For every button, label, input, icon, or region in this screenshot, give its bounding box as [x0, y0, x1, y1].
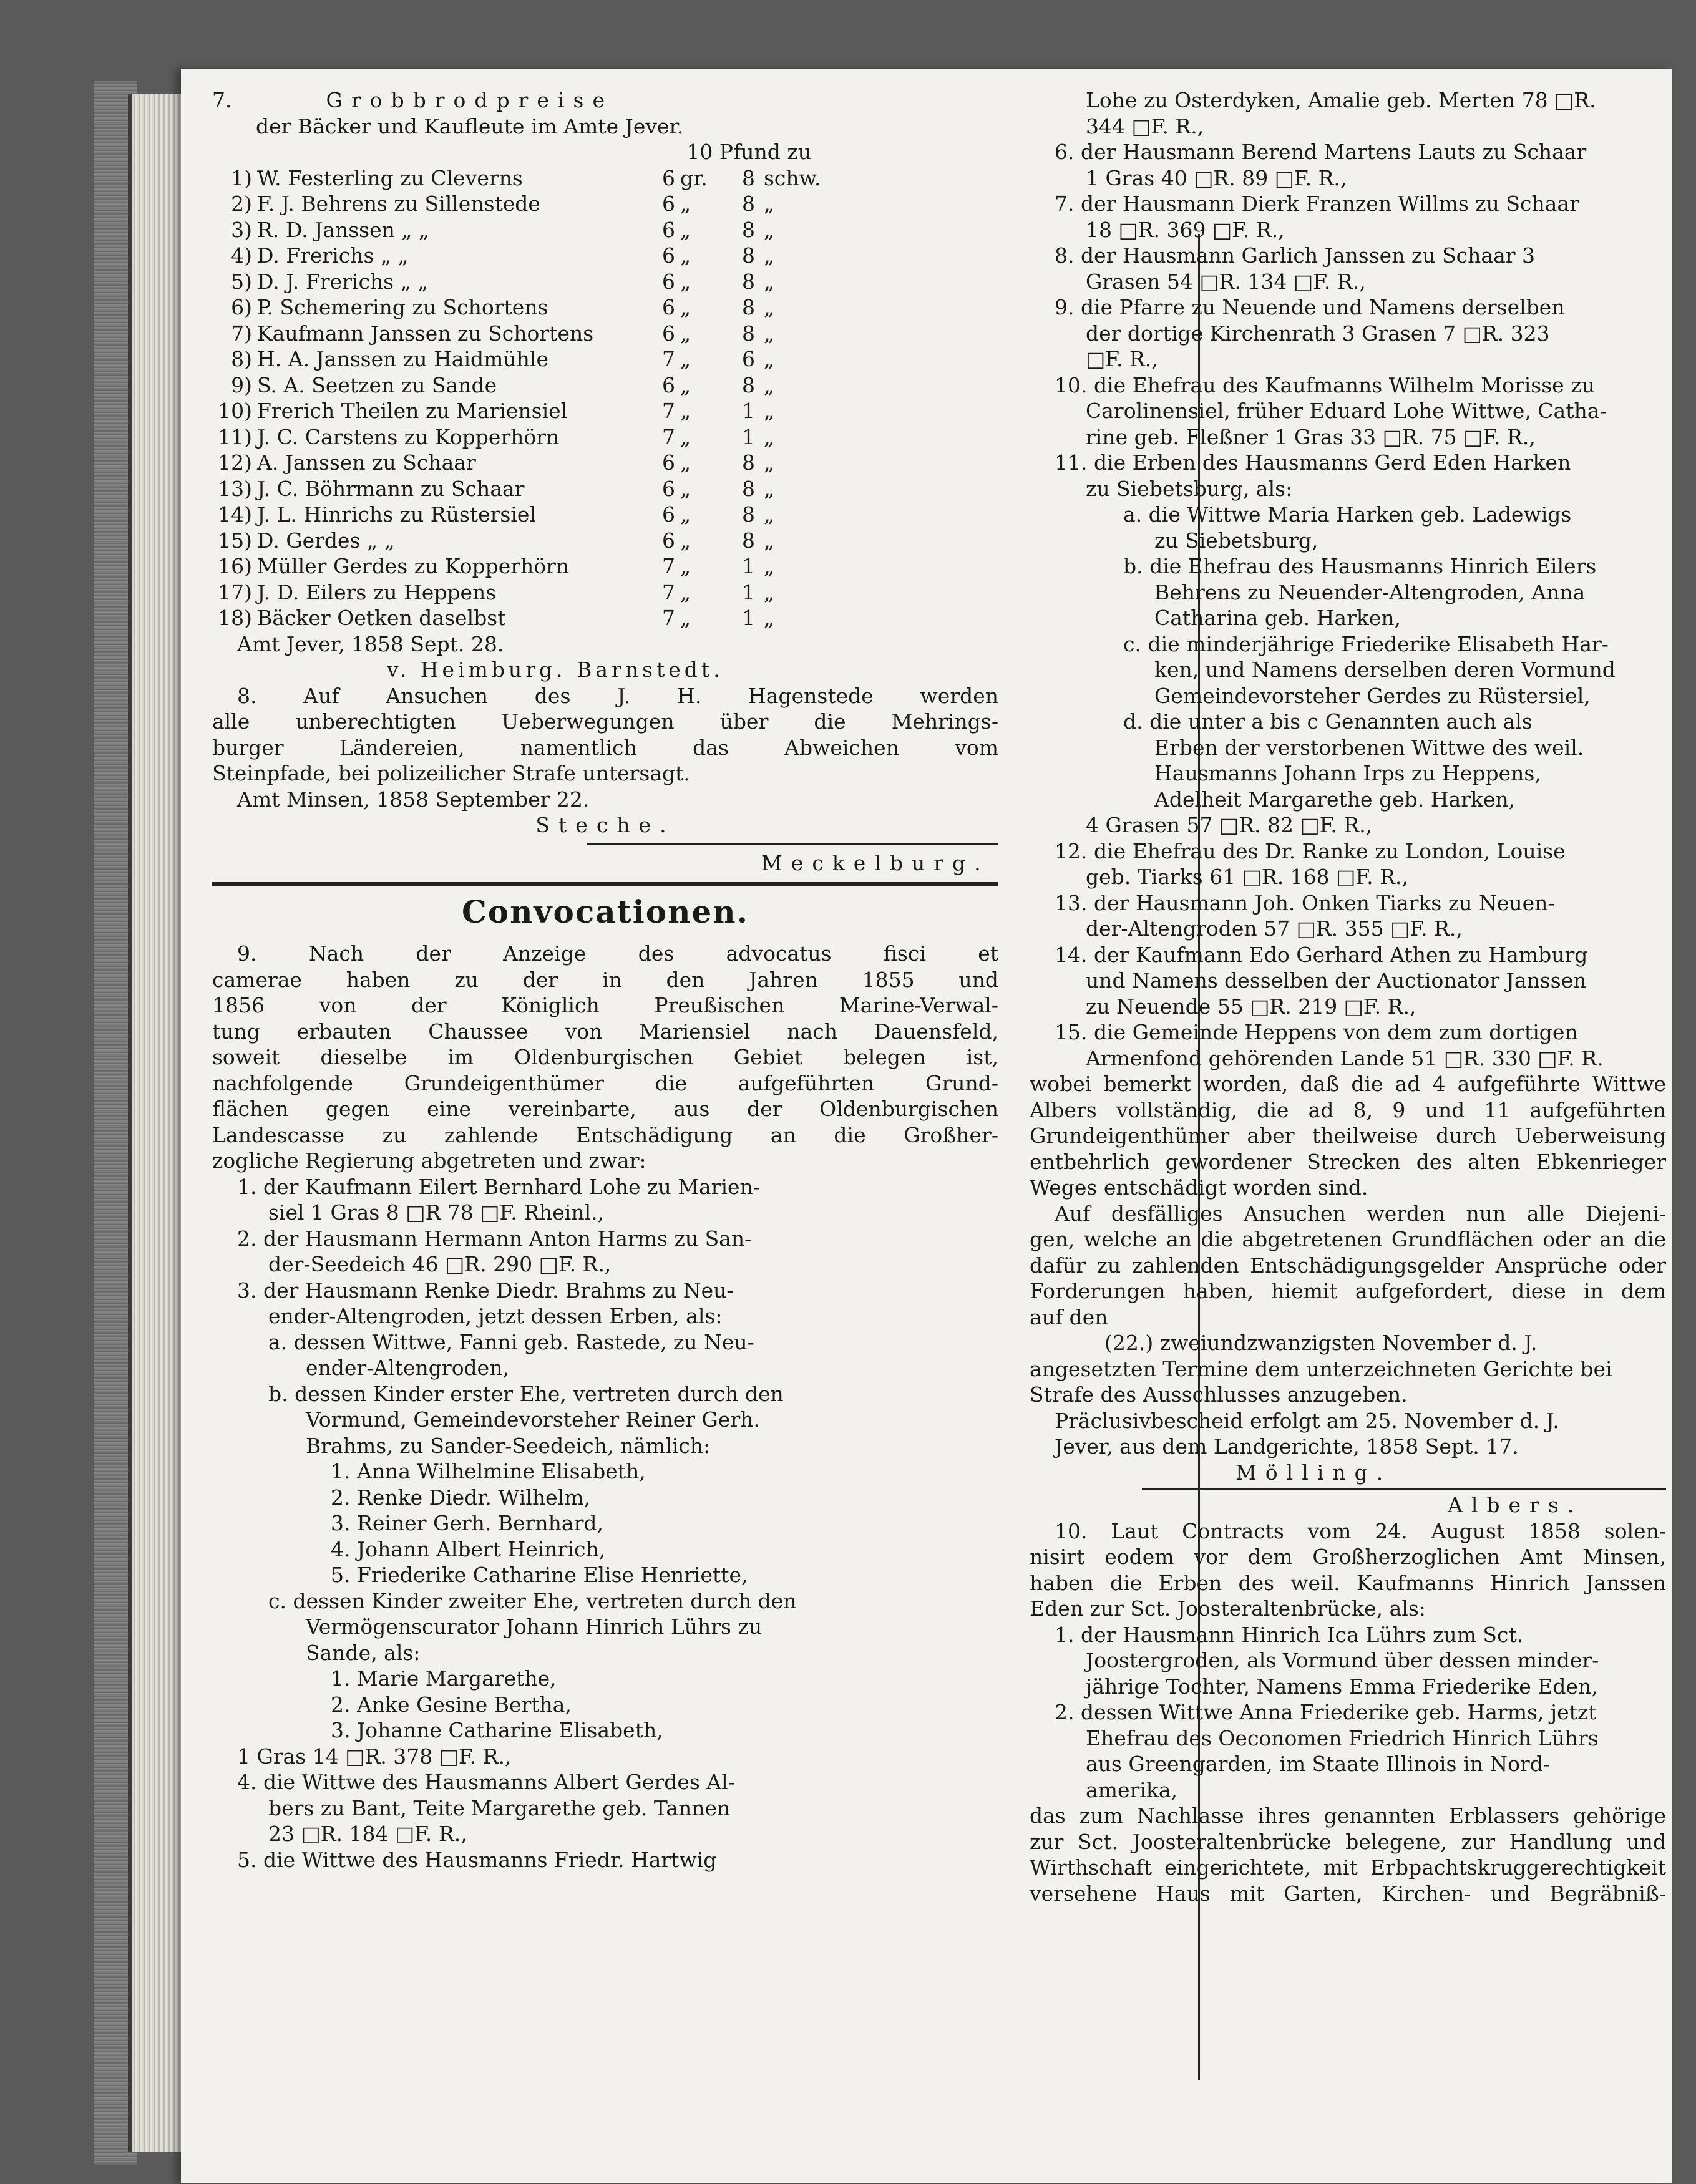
price-table: [212, 165, 998, 631]
price-groschen: 6: [662, 476, 675, 501]
unit: „: [764, 580, 775, 604]
row-number: 18): [218, 606, 252, 630]
unit: „: [680, 554, 691, 578]
unit: „: [764, 243, 775, 268]
price-schwaren: 8: [742, 321, 755, 346]
price-row: [212, 553, 998, 580]
merchant-name: R. D. Janssen „ „: [257, 217, 430, 242]
list-entry: Carolinensiel, früher Eduard Lohe Wittwe, Catha-: [1086, 399, 1607, 423]
list-entry: und Namens desselben der Auctionator Janssen: [1086, 968, 1587, 993]
signature: v. Heimburg. Barnstedt.: [387, 658, 724, 682]
merchant-name: J. C. Böhrmann zu Schaar: [257, 476, 525, 501]
sub-entry: Brahms, zu Sander-Seedeich, nämlich:: [306, 1433, 711, 1458]
list-entry: 2. dessen Wittwe Anna Friederike geb. Harms, jetzt: [1055, 1700, 1597, 1724]
list-entry: 15. die Gemeinde Heppens von dem zum dortigen: [1055, 1020, 1578, 1044]
price-schwaren: 1: [742, 399, 755, 423]
price-groschen: 6: [662, 528, 675, 553]
list-entry: 12. die Ehefrau des Dr. Ranke zu London, Louise: [1055, 838, 1566, 863]
row-number: 15): [218, 528, 252, 553]
list-entry: zu Neuende 55 □R. 219 □F. R.,: [1086, 994, 1416, 1019]
paragraph-line: Albers vollständig, die ad 8, 9 und 11 aufgeführten: [1030, 1097, 1666, 1122]
sub-entry: Sande, als:: [306, 1640, 421, 1665]
list-entry: 10. die Ehefrau des Kaufmanns Wilhelm Morisse zu: [1055, 372, 1595, 397]
list-entry: Armenfond gehörenden Lande 51 □R. 330 □F. R.: [1086, 1046, 1604, 1070]
child-name: 2. Anke Gesine Bertha,: [331, 1692, 572, 1717]
paragraph-line: 8. Auf Ansuchen des J. H. Hagenstede werden: [237, 683, 998, 708]
child-name: 3. Reiner Gerh. Bernhard,: [331, 1511, 603, 1535]
paragraph-line: 9. Nach der Anzeige des advocatus fisci et: [237, 941, 998, 966]
row-number: 1): [231, 165, 252, 190]
paragraph-line: soweit dieselbe im Oldenburgischen Gebiet belegen ist,: [212, 1045, 998, 1069]
sub-entry: Gemeindevorsteher Gerdes zu Rüstersiel,: [1154, 683, 1591, 708]
paragraph-line: Weges entschädigt worden sind.: [1030, 1175, 1368, 1200]
paragraph-line: entbehrlich gewordener Strecken des alten Ebkenrieger: [1030, 1149, 1666, 1174]
merchant-name: D. J. Frerichs „ „: [257, 269, 429, 294]
paragraph-line: nisirt eodem vor dem Großherzoglichen Amt Minsen,: [1030, 1545, 1666, 1569]
unit: „: [680, 450, 691, 475]
unit: „: [680, 217, 691, 242]
merchant-name: D. Frerichs „ „: [257, 243, 409, 268]
price-schwaren: 8: [742, 269, 755, 294]
list-entry: 8. der Hausmann Garlich Janssen zu Schaar 3: [1055, 243, 1536, 268]
price-row: [212, 191, 998, 217]
unit: „: [764, 502, 775, 527]
merchant-name: J. D. Eilers zu Heppens: [257, 580, 497, 604]
sub-entry: Hausmanns Johann Irps zu Heppens,: [1154, 761, 1541, 785]
list-entry: Ehefrau des Oeconomen Friedrich Hinrich Lührs: [1086, 1725, 1599, 1750]
merchant-name: Frerich Theilen zu Mariensiel: [257, 399, 568, 423]
row-number: 3): [231, 217, 252, 242]
list-entry: ender-Altengroden, jetzt dessen Erben, als:: [268, 1304, 723, 1328]
paragraph-line: auf den: [1030, 1304, 1108, 1329]
price-schwaren: 6: [742, 347, 755, 371]
signature: Steche.: [535, 813, 675, 837]
paragraph-line: zur Sct. Joosteraltenbrücke belegene, zur Handlung und: [1030, 1829, 1666, 1854]
price-row: [212, 217, 998, 243]
list-entry: 9. die Pfarre zu Neuende und Namens derselben: [1055, 295, 1565, 319]
list-entry: der-Seedeich 46 □R. 290 □F. R.,: [268, 1252, 612, 1276]
paragraph-line: Grundeigenthümer aber theilweise durch Ueberweisung: [1030, 1124, 1666, 1148]
paragraph-line: Wirthschaft eingerichtete, mit Erbpachtskruggerechtigkeit: [1030, 1855, 1666, 1880]
sub-entry: Erben der verstorbenen Wittwe des weil.: [1154, 735, 1584, 760]
unit: „: [764, 528, 775, 553]
price-groschen: 6: [662, 217, 675, 242]
price-groschen: 6: [662, 321, 675, 346]
child-name: 1. Marie Margarethe,: [331, 1666, 557, 1691]
paragraph-line: tung erbauten Chaussee von Mariensiel nach Dauensfeld,: [212, 1019, 998, 1044]
row-number: 12): [218, 450, 252, 475]
section-subheading: der Bäcker und Kaufleute im Amte Jever.: [256, 114, 684, 138]
row-number: 4): [231, 243, 252, 268]
notice-9-continued: [1030, 87, 1666, 1906]
price-schwaren: 8: [742, 502, 755, 527]
list-entry: der dortige Kirchenrath 3 Grasen 7 □R. 323: [1086, 321, 1550, 346]
row-number: 8): [231, 347, 252, 371]
price-row: [212, 346, 998, 372]
unit: „: [764, 192, 775, 216]
price-schwaren: 8: [742, 192, 755, 216]
list-entry: 23 □R. 184 □F. R.,: [268, 1822, 467, 1846]
divider-line: [1142, 1488, 1666, 1490]
sub-entry: Vormund, Gemeindevorsteher Reiner Gerh.: [306, 1407, 760, 1432]
item-number: 7.: [212, 88, 232, 112]
unit: „: [680, 502, 691, 527]
paragraph-line: wobei bemerkt worden, daß die ad 4 aufgeführte Wittwe: [1030, 1072, 1666, 1096]
row-number: 16): [218, 554, 252, 578]
divider-line: [587, 843, 998, 845]
unit: „: [680, 295, 691, 319]
row-number: 13): [218, 476, 252, 501]
list-entry: 18 □R. 369 □F. R.,: [1086, 217, 1285, 242]
list-entry: Joostergroden, als Vormund über dessen minder-: [1086, 1648, 1599, 1672]
unit: „: [764, 269, 775, 294]
unit: „: [764, 424, 775, 449]
price-groschen: 6: [662, 243, 675, 268]
sub-entry: Adelheit Margarethe geb. Harken,: [1154, 787, 1516, 812]
sub-entry: b. dessen Kinder erster Ehe, vertreten durch den: [268, 1381, 784, 1406]
book-page-edges: [128, 94, 188, 2152]
price-schwaren: 8: [742, 476, 755, 501]
paragraph-line: gen, welche an die abgetretenen Grundflächen oder an die: [1030, 1227, 1666, 1251]
price-schwaren: 8: [742, 165, 755, 190]
unit: „: [764, 372, 775, 397]
merchant-name: Kaufmann Janssen zu Schortens: [257, 321, 594, 346]
paragraph-line: angesetzten Termine dem unterzeichneten Gerichte bei: [1030, 1356, 1612, 1381]
paragraph-line: Strafe des Ausschlusses anzugeben.: [1030, 1382, 1408, 1407]
merchant-name: S. A. Seetzen zu Sande: [257, 372, 497, 397]
area-line: 4 Grasen 57 □R. 82 □F. R.,: [1086, 813, 1373, 837]
list-entry: 1. der Hausmann Hinrich Ica Lührs zum Sct.: [1055, 1622, 1524, 1647]
unit: „: [680, 476, 691, 501]
term-date: (22.) zweiundzwanzigsten November d. J.: [1104, 1331, 1538, 1355]
paragraph-line: camerae haben zu der in den Jahren 1855 und: [212, 967, 998, 992]
sub-entry: Catharina geb. Harken,: [1154, 606, 1401, 630]
price-groschen: 7: [662, 347, 675, 371]
area-line: 1 Gras 14 □R. 378 □F. R.,: [237, 1744, 512, 1769]
paragraph-line: alle unberechtigten Ueberwegungen über die Mehrings-: [212, 709, 998, 734]
merchant-name: H. A. Janssen zu Haidmühle: [257, 347, 549, 371]
sub-entry: c. die minderjährige Friederike Elisabeth Har-: [1123, 631, 1609, 656]
paragraph-line: burger Ländereien, namentlich das Abweichen vom: [212, 735, 998, 760]
sub-entry: b. die Ehefrau des Hausmanns Hinrich Eilers: [1123, 554, 1597, 578]
sub-entry: c. dessen Kinder zweiter Ehe, vertreten durch den: [268, 1588, 797, 1613]
unit: „: [680, 269, 691, 294]
paragraph-line: Forderungen haben, hiemit aufgefordert, diese in dem: [1030, 1279, 1666, 1303]
unit: „: [764, 554, 775, 578]
list-entry: jährige Tochter, Namens Emma Friederike Eden,: [1086, 1674, 1598, 1699]
price-schwaren: 8: [742, 243, 755, 268]
price-row: [212, 269, 998, 295]
price-row: [212, 450, 998, 476]
price-row: [212, 165, 998, 192]
place-date: Amt Minsen, 1858 September 22.: [237, 787, 590, 812]
row-number: 5): [231, 269, 252, 294]
sub-entry: Behrens zu Neuender-Altengroden, Anna: [1154, 580, 1586, 604]
unit: „: [680, 321, 691, 346]
price-row: [212, 605, 998, 631]
section-divider: [212, 882, 998, 886]
row-number: 6): [231, 295, 252, 319]
left-column: [212, 87, 998, 1873]
price-groschen: 7: [662, 554, 675, 578]
unit: „: [680, 606, 691, 630]
child-name: 5. Friederike Catharine Elise Henriette,: [331, 1563, 748, 1587]
price-groschen: 6: [662, 192, 675, 216]
list-entry: geb. Tiarks 61 □R. 168 □F. R.,: [1086, 865, 1408, 889]
merchant-name: Müller Gerdes zu Kopperhörn: [257, 554, 570, 578]
paragraph-line: versehene Haus mit Garten, Kirchen- und Begräbniß-: [1030, 1881, 1666, 1906]
price-schwaren: 1: [742, 580, 755, 604]
sub-entry: d. die unter a bis c Genannten auch als: [1123, 709, 1533, 734]
notice-8: [212, 683, 998, 787]
sub-entry: zu Siebetsburg,: [1154, 528, 1318, 553]
list-entry: 11. die Erben des Hausmanns Gerd Eden Harken: [1055, 450, 1571, 475]
price-groschen: 7: [662, 424, 675, 449]
price-groschen: 6: [662, 502, 675, 527]
paragraph-line: 10. Laut Contracts vom 24. August 1858 solen-: [1055, 1518, 1666, 1543]
list-entry: zu Siebetsburg, als:: [1086, 476, 1293, 501]
unit: „: [764, 450, 775, 475]
unit: „: [764, 347, 775, 371]
child-name: 4. Johann Albert Heinrich,: [331, 1536, 606, 1561]
paragraph-line: das zum Nachlasse ihres genannten Erblassers gehörige: [1030, 1803, 1666, 1828]
price-groschen: 6: [662, 295, 675, 319]
paragraph-line: Jever, aus dem Landgerichte, 1858 Sept. 17.: [1055, 1434, 1519, 1458]
price-schwaren: 8: [742, 295, 755, 319]
price-schwaren: 1: [742, 606, 755, 630]
merchant-name: F. J. Behrens zu Sillenstede: [257, 192, 540, 216]
signature: Meckelburg.: [761, 850, 990, 875]
list-entry: 1. der Kaufmann Eilert Bernhard Lohe zu Marien-: [237, 1174, 760, 1199]
right-column: [1030, 87, 1666, 1906]
list-entry: Lohe zu Osterdyken, Amalie geb. Merten 78 □R.: [1086, 88, 1596, 112]
paragraph-line: zogliche Regierung abgetreten und zwar:: [212, 1148, 646, 1173]
row-number: 17): [218, 580, 252, 604]
unit: „: [764, 476, 775, 501]
paragraph-line: Steinpfade, bei polizeilicher Strafe untersagt.: [212, 761, 690, 785]
signature: Albers.: [1448, 1493, 1583, 1517]
price-groschen: 6: [662, 165, 675, 190]
paragraph-line: Präclusivbescheid erfolgt am 25. November d. J.: [1055, 1408, 1559, 1433]
list-entry: aus Greengarden, im Staate Illinois in Nord-: [1086, 1752, 1550, 1776]
bread-price-heading: [212, 87, 998, 114]
price-groschen: 6: [662, 269, 675, 294]
price-row: [212, 528, 998, 554]
merchant-name: P. Schemering zu Schortens: [257, 295, 548, 319]
price-schwaren: 8: [742, 217, 755, 242]
paragraph-line: Auf desfälliges Ansuchen werden nun alle Diejeni-: [1055, 1201, 1666, 1226]
unit: „: [680, 399, 691, 423]
paragraph-line: Landescasse zu zahlende Entschädigung an die Großher-: [212, 1122, 998, 1147]
price-groschen: 7: [662, 606, 675, 630]
row-number: 9): [231, 372, 252, 397]
unit: „: [680, 424, 691, 449]
unit: „: [764, 399, 775, 423]
section-title: Convocationen.: [461, 893, 749, 930]
row-number: 2): [231, 192, 252, 216]
list-entry: der-Altengroden 57 □R. 355 □F. R.,: [1086, 916, 1463, 941]
list-entry: 3. der Hausmann Renke Diedr. Brahms zu Neu-: [237, 1278, 734, 1303]
unit: „: [680, 580, 691, 604]
price-groschen: 7: [662, 399, 675, 423]
price-row: [212, 502, 998, 528]
unit: „: [764, 321, 775, 346]
price-row: [212, 476, 998, 502]
list-entry: 1 Gras 40 □R. 89 □F. R.,: [1086, 165, 1347, 190]
child-name: 3. Johanne Catharine Elisabeth,: [331, 1718, 663, 1742]
sub-entry: ken, und Namens derselben deren Vormund: [1154, 658, 1616, 682]
paragraph-line: haben die Erben des weil. Kaufmanns Hinrich Janssen: [1030, 1570, 1666, 1595]
price-schwaren: 8: [742, 450, 755, 475]
list-entry: 6. der Hausmann Berend Martens Lauts zu Schaar: [1055, 140, 1587, 164]
paragraph-line: nachfolgende Grundeigenthümer die aufgeführten Grund-: [212, 1070, 998, 1095]
merchant-name: D. Gerdes „ „: [257, 528, 395, 553]
sub-entry: Vermögenscurator Johann Hinrich Lührs zu: [306, 1614, 763, 1639]
price-groschen: 7: [662, 580, 675, 604]
child-name: 1. Anna Wilhelmine Elisabeth,: [331, 1459, 646, 1483]
list-entry: □F. R.,: [1086, 347, 1158, 371]
list-entry: rine geb. Fleßner 1 Gras 33 □R. 75 □F. R.,: [1086, 424, 1536, 449]
row-number: 11): [218, 424, 252, 449]
paragraph-line: Eden zur Sct. Joosteraltenbrücke, als:: [1030, 1596, 1426, 1621]
price-row: [212, 321, 998, 347]
price-row: [212, 580, 998, 606]
list-entry: 5. die Wittwe des Hausmanns Friedr. Hartwig: [237, 1847, 717, 1872]
price-schwaren: 1: [742, 554, 755, 578]
notice-9: [212, 941, 998, 1873]
unit: „: [764, 295, 775, 319]
price-row: [212, 243, 998, 269]
price-header: 10 Pfund zu: [686, 140, 811, 164]
child-name: 2. Renke Diedr. Wilhelm,: [331, 1485, 590, 1510]
list-entry: amerika,: [1086, 1777, 1177, 1802]
price-schwaren: 8: [742, 372, 755, 397]
paragraph-line: 1856 von der Königlich Preußischen Marine-Verwal-: [212, 993, 998, 1017]
sub-entry: a. die Wittwe Maria Harken geb. Ladewigs: [1123, 502, 1572, 527]
unit: „: [680, 372, 691, 397]
merchant-name: W. Festerling zu Cleverns: [257, 165, 523, 190]
row-number: 10): [218, 399, 252, 423]
unit: gr.: [680, 165, 708, 190]
merchant-name: J. L. Hinrichs zu Rüstersiel: [257, 502, 536, 527]
paragraph-line: flächen gegen eine vereinbarte, aus der Oldenburgischen: [212, 1097, 998, 1121]
list-entry: 4. die Wittwe des Hausmanns Albert Gerdes Al-: [237, 1770, 735, 1794]
paragraph-line: dafür zu zahlenden Entschädigungsgelder Ansprüche oder: [1030, 1253, 1666, 1278]
list-entry: bers zu Bant, Teite Margarethe geb. Tannen: [268, 1795, 731, 1820]
place-date: Amt Jever, 1858 Sept. 28.: [237, 631, 504, 656]
sub-entry: a. dessen Wittwe, Fanni geb. Rastede, zu Neu-: [268, 1329, 754, 1354]
price-schwaren: 1: [742, 424, 755, 449]
price-row: [212, 424, 998, 450]
price-row: [212, 398, 998, 424]
merchant-name: A. Janssen zu Schaar: [257, 450, 476, 475]
list-entry: 2. der Hausmann Hermann Anton Harms zu San-: [237, 1226, 752, 1251]
signature: Mölling.: [1235, 1460, 1392, 1485]
list-entry: 13. der Hausmann Joh. Onken Tiarks zu Neuen-: [1055, 890, 1555, 915]
row-number: 7): [231, 321, 252, 346]
section-heading: Grobbrodpreise: [326, 88, 613, 112]
unit: „: [680, 192, 691, 216]
unit: schw.: [764, 165, 821, 190]
list-entry: siel 1 Gras 8 □R 78 □F. Rheinl.,: [268, 1200, 605, 1225]
price-row: [212, 294, 998, 321]
list-entry: 14. der Kaufmann Edo Gerhard Athen zu Hamburg: [1055, 942, 1588, 967]
unit: „: [680, 347, 691, 371]
unit: „: [764, 606, 775, 630]
row-number: 14): [218, 502, 252, 527]
sub-entry: ender-Altengroden,: [306, 1356, 509, 1380]
price-groschen: 6: [662, 450, 675, 475]
price-schwaren: 8: [742, 528, 755, 553]
merchant-name: Bäcker Oetken daselbst: [257, 606, 506, 630]
price-groschen: 6: [662, 372, 675, 397]
unit: „: [680, 243, 691, 268]
price-row: [212, 372, 998, 399]
merchant-name: J. C. Carstens zu Kopperhörn: [257, 424, 560, 449]
list-entry: Grasen 54 □R. 134 □F. R.,: [1086, 269, 1366, 294]
unit: „: [764, 217, 775, 242]
list-entry: 7. der Hausmann Dierk Franzen Willms zu Schaar: [1055, 192, 1579, 216]
list-entry: 344 □F. R.,: [1086, 114, 1204, 138]
unit: „: [680, 528, 691, 553]
